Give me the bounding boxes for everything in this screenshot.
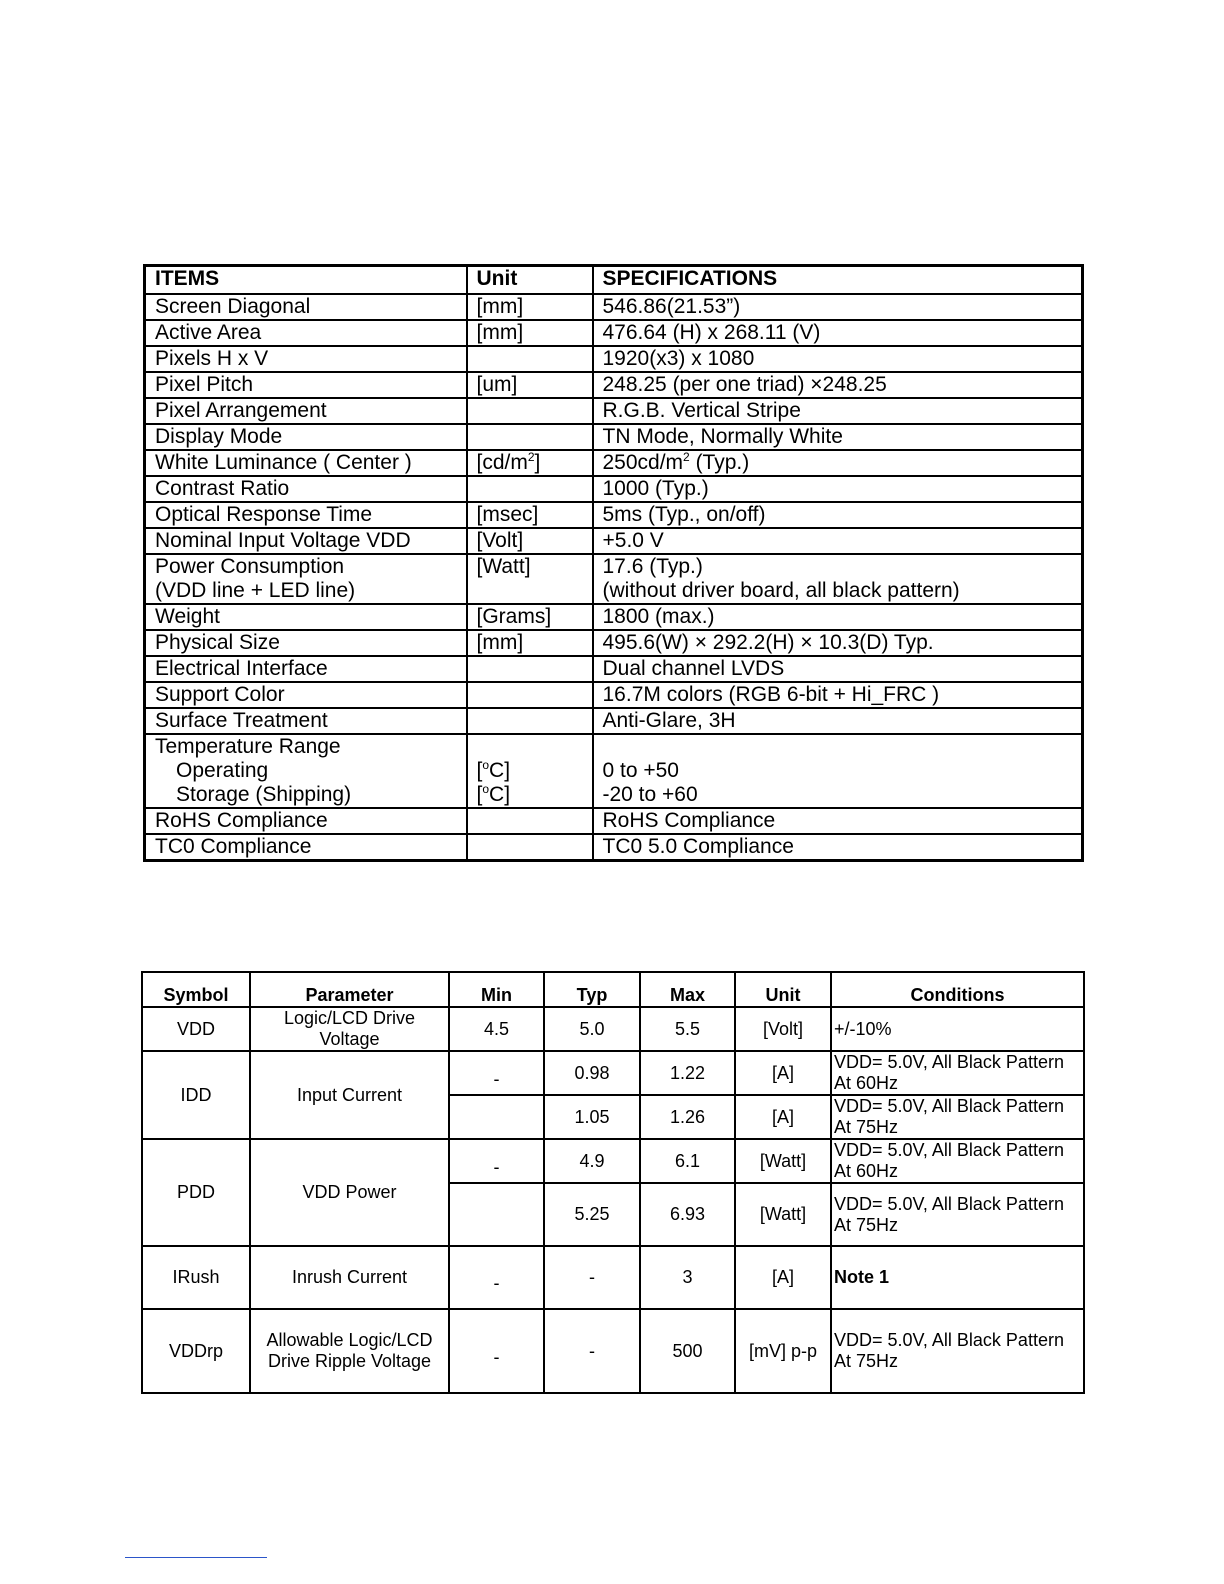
min-cell — [449, 1095, 544, 1139]
unit-cell: [mV] p-p — [735, 1309, 831, 1393]
unit-cell — [467, 476, 593, 502]
parameter-cell — [250, 1007, 449, 1051]
item-cell: Contrast Ratio — [145, 476, 467, 502]
unit-cell: [A] — [735, 1246, 831, 1309]
spec-cell: 1800 (max.) — [593, 604, 1083, 630]
unit-cell: [mm] — [467, 630, 593, 656]
spec-row — [145, 346, 1083, 372]
elec-row-irush — [142, 1246, 1084, 1309]
spec-cell: 16.7M colors (RGB 6-bit + Hi_FRC ) — [593, 682, 1083, 708]
spec-cell: 5ms (Typ., on/off) — [593, 502, 1083, 528]
spec-superscript: 2 — [683, 450, 690, 464]
spec-storage: -20 to +60 — [602, 783, 698, 806]
spec-row — [145, 604, 1083, 630]
min-cell — [449, 1051, 544, 1095]
unit-cell: [Volt] — [735, 1007, 831, 1051]
spec-row — [145, 476, 1083, 502]
unit-cell — [467, 708, 593, 734]
item-cell — [145, 734, 467, 808]
header-conditions: Conditions — [831, 972, 1084, 1007]
parameter-cell: Input Current — [250, 1051, 449, 1139]
item-line: Power Consumption — [155, 555, 345, 578]
typ-cell: - — [544, 1309, 640, 1393]
condition-line: VDD= 5.0V, All Black Pattern — [834, 1330, 1064, 1350]
header-symbol: Symbol — [142, 972, 250, 1007]
elec-header-row — [142, 972, 1084, 1007]
unit-cell: [Volt] — [467, 528, 593, 554]
spec-cell: Dual channel LVDS — [593, 656, 1083, 682]
min-cell — [449, 1309, 544, 1393]
typ-cell: 0.98 — [544, 1051, 640, 1095]
item-cell: RoHS Compliance — [145, 808, 467, 834]
general-spec-table — [143, 264, 1084, 862]
item-cell: TC0 Compliance — [145, 834, 467, 861]
max-cell: 1.22 — [640, 1051, 735, 1095]
header-max: Max — [640, 972, 735, 1007]
max-cell: 500 — [640, 1309, 735, 1393]
max-cell: 6.1 — [640, 1139, 735, 1183]
parameter-cell: Inrush Current — [250, 1246, 449, 1309]
typ-cell: 1.05 — [544, 1095, 640, 1139]
parameter-cell: VDD Power — [250, 1139, 449, 1246]
spec-cell — [593, 734, 1083, 808]
spec-cell: 546.86(21.53”) — [593, 294, 1083, 320]
typ-cell: 4.9 — [544, 1139, 640, 1183]
condition-line: At 75Hz — [834, 1117, 899, 1137]
unit-cell: [mm] — [467, 320, 593, 346]
spec-cell: 1920(x3) x 1080 — [593, 346, 1083, 372]
symbol-cell: IDD — [142, 1051, 250, 1139]
unit-cell: [Grams] — [467, 604, 593, 630]
spec-cell: Anti-Glare, 3H — [593, 708, 1083, 734]
parameter-cell — [250, 1309, 449, 1393]
min-cell — [449, 1139, 544, 1183]
unit-text-tail: ] — [534, 451, 541, 474]
condition-line: At 75Hz — [834, 1351, 899, 1371]
unit-cell: [A] — [735, 1095, 831, 1139]
header-typ: Typ — [544, 972, 640, 1007]
spec-row — [145, 682, 1083, 708]
min-value: - — [493, 1346, 500, 1367]
spec-text: 250cd/m — [602, 451, 684, 474]
symbol-cell: VDDrp — [142, 1309, 250, 1393]
condition-line: At 60Hz — [834, 1161, 899, 1181]
unit-cell — [467, 450, 593, 476]
unit-cell — [467, 656, 593, 682]
item-cell: Active Area — [145, 320, 467, 346]
item-cell: Screen Diagonal — [145, 294, 467, 320]
header-unit: Unit — [735, 972, 831, 1007]
typ-cell: 5.0 — [544, 1007, 640, 1051]
conditions-cell — [831, 1095, 1084, 1139]
spec-row-temperature — [145, 734, 1083, 808]
unit-text-tail: C] — [489, 783, 511, 806]
spec-cell: 248.25 (per one triad) ×248.25 — [593, 372, 1083, 398]
unit-cell: [msec] — [467, 502, 593, 528]
item-cell: Pixel Pitch — [145, 372, 467, 398]
spec-row — [145, 708, 1083, 734]
unit-superscript: o — [482, 758, 490, 772]
min-cell — [449, 1183, 544, 1246]
item-cell: Support Color — [145, 682, 467, 708]
unit-cell — [467, 834, 593, 861]
electrical-characteristics-table — [141, 971, 1085, 1394]
item-cell: Pixel Arrangement — [145, 398, 467, 424]
elec-row-vddrp — [142, 1309, 1084, 1393]
item-cell: Nominal Input Voltage VDD — [145, 528, 467, 554]
symbol-cell: IRush — [142, 1246, 250, 1309]
min-cell — [449, 1246, 544, 1309]
header-min: Min — [449, 972, 544, 1007]
spec-row — [145, 656, 1083, 682]
conditions-cell: +/-10% — [831, 1007, 1084, 1051]
item-line: Temperature Range — [155, 735, 341, 758]
item-line-operating: Operating — [176, 759, 269, 782]
unit-cell — [467, 734, 593, 808]
spec-row — [145, 502, 1083, 528]
spec-row — [145, 808, 1083, 834]
header-unit: Unit — [467, 266, 593, 295]
symbol-cell: VDD — [142, 1007, 250, 1051]
spec-cell: RoHS Compliance — [593, 808, 1083, 834]
spec-cell: TN Mode, Normally White — [593, 424, 1083, 450]
typ-cell: 5.25 — [544, 1183, 640, 1246]
spec-line: 17.6 (Typ.) — [602, 555, 703, 578]
spec-row — [145, 528, 1083, 554]
note-reference: Note 1 — [834, 1267, 890, 1287]
spec-row — [145, 834, 1083, 861]
unit-text-tail: C] — [489, 759, 511, 782]
spec-cell — [593, 450, 1083, 476]
spec-cell: +5.0 V — [593, 528, 1083, 554]
conditions-cell — [831, 1246, 1084, 1309]
unit-text: [ — [476, 759, 483, 782]
unit-cell: [mm] — [467, 294, 593, 320]
condition-line: VDD= 5.0V, All Black Pattern — [834, 1052, 1064, 1072]
spec-text-tail: (Typ.) — [689, 451, 750, 474]
spec-cell: R.G.B. Vertical Stripe — [593, 398, 1083, 424]
condition-line: VDD= 5.0V, All Black Pattern — [834, 1193, 1064, 1214]
spec-row — [145, 424, 1083, 450]
item-cell: Electrical Interface — [145, 656, 467, 682]
min-cell: 4.5 — [449, 1007, 544, 1051]
max-cell: 3 — [640, 1246, 735, 1309]
condition-line: VDD= 5.0V, All Black Pattern — [834, 1140, 1064, 1160]
parameter-line: Logic/LCD Drive — [283, 1008, 416, 1028]
item-cell: Optical Response Time — [145, 502, 467, 528]
condition-line: VDD= 5.0V, All Black Pattern — [834, 1096, 1064, 1116]
spec-row — [145, 554, 1083, 604]
unit-text: [ — [476, 783, 483, 806]
item-cell: Weight — [145, 604, 467, 630]
min-value: - — [493, 1273, 500, 1293]
unit-cell: [A] — [735, 1051, 831, 1095]
spec-header-row — [145, 266, 1083, 295]
spec-row — [145, 450, 1083, 476]
parameter-line: Voltage — [319, 1029, 380, 1049]
header-items: ITEMS — [145, 266, 467, 295]
conditions-cell — [831, 1309, 1084, 1393]
condition-line: At 60Hz — [834, 1073, 899, 1093]
item-cell — [145, 554, 467, 604]
spec-line: (without driver board, all black pattern) — [602, 579, 960, 602]
item-cell: Pixels H x V — [145, 346, 467, 372]
conditions-cell — [831, 1051, 1084, 1095]
unit-text: [cd/m — [476, 451, 528, 474]
spec-row — [145, 630, 1083, 656]
unit-cell: [Watt] — [735, 1183, 831, 1246]
max-cell: 1.26 — [640, 1095, 735, 1139]
item-cell: Display Mode — [145, 424, 467, 450]
unit-cell — [467, 346, 593, 372]
header-parameter: Parameter — [250, 972, 449, 1007]
parameter-line: Allowable Logic/LCD — [266, 1330, 433, 1350]
spec-operating: 0 to +50 — [602, 759, 679, 782]
spec-row — [145, 398, 1083, 424]
symbol-cell: PDD — [142, 1139, 250, 1246]
unit-cell: [Watt] — [735, 1139, 831, 1183]
item-line-storage: Storage (Shipping) — [176, 783, 352, 806]
elec-row-pdd — [142, 1139, 1084, 1183]
item-cell: White Luminance ( Center ) — [145, 450, 467, 476]
elec-row-vdd — [142, 1007, 1084, 1051]
header-specifications: SPECIFICATIONS — [593, 266, 1083, 295]
spec-cell: TC0 5.0 Compliance — [593, 834, 1083, 861]
spec-cell: 495.6(W) × 292.2(H) × 10.3(D) Typ. — [593, 630, 1083, 656]
spec-row — [145, 372, 1083, 398]
spec-cell: 1000 (Typ.) — [593, 476, 1083, 502]
conditions-cell — [831, 1183, 1084, 1246]
typ-cell: - — [544, 1246, 640, 1309]
spec-cell: 476.64 (H) x 268.11 (V) — [593, 320, 1083, 346]
unit-cell: [um] — [467, 372, 593, 398]
conditions-cell — [831, 1139, 1084, 1183]
parameter-line: Drive Ripple Voltage — [267, 1351, 432, 1371]
condition-line: At 75Hz — [834, 1214, 899, 1235]
max-cell: 5.5 — [640, 1007, 735, 1051]
unit-cell — [467, 398, 593, 424]
unit-storage — [477, 783, 511, 806]
spec-row — [145, 294, 1083, 320]
unit-operating — [477, 759, 511, 782]
max-cell: 6.93 — [640, 1183, 735, 1246]
spec-row — [145, 320, 1083, 346]
unit-superscript: o — [482, 782, 490, 796]
unit-cell — [467, 682, 593, 708]
item-cell: Physical Size — [145, 630, 467, 656]
unit-cell — [467, 424, 593, 450]
unit-superscript: 2 — [527, 450, 535, 464]
item-line: (VDD line + LED line) — [155, 579, 356, 602]
unit-cell — [467, 808, 593, 834]
spec-cell — [593, 554, 1083, 604]
item-cell: Surface Treatment — [145, 708, 467, 734]
unit-cell: [Watt] — [467, 554, 593, 604]
footnote-separator — [125, 1557, 267, 1558]
min-value: - — [493, 1068, 500, 1089]
elec-row-idd — [142, 1051, 1084, 1095]
min-value: - — [493, 1156, 500, 1177]
